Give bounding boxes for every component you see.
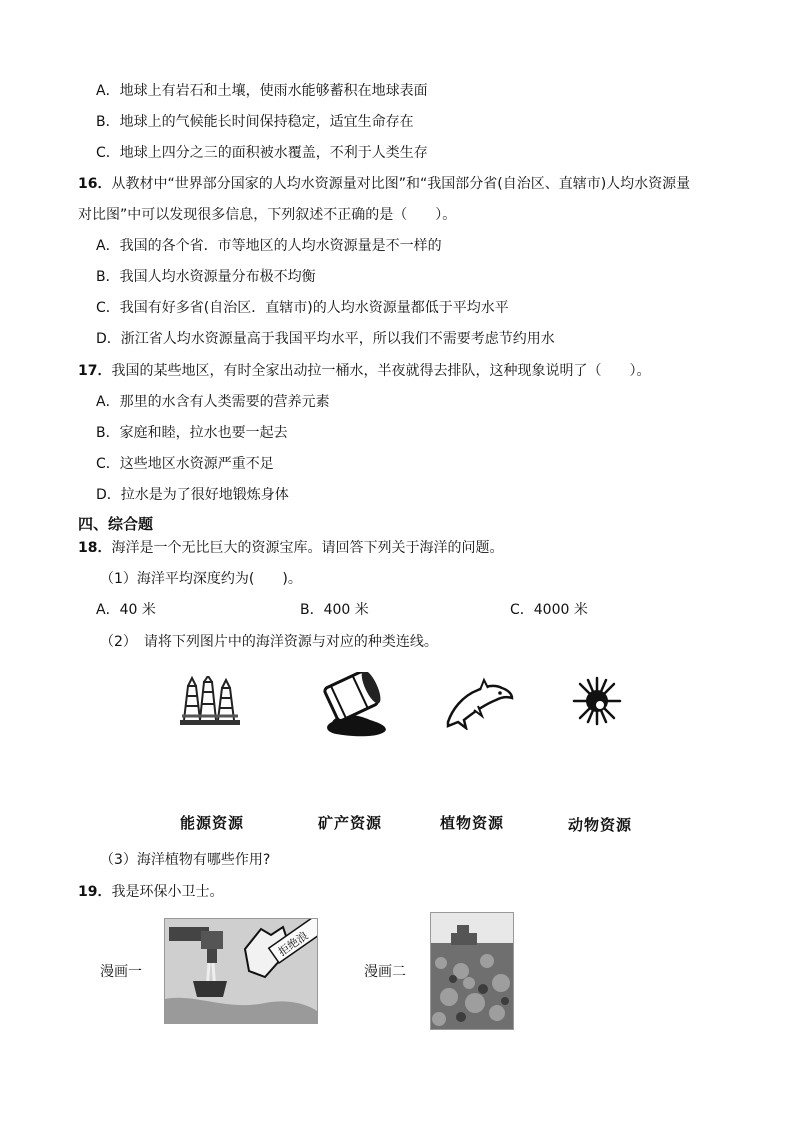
q17-text: 我国的某些地区，有时全家出动拉一桶水，半夜就得去排队，这种现象说明了（ ）。 [111, 363, 651, 379]
cartoon2-image [430, 912, 514, 1030]
q18-sub1: （1）海洋平均深度约为( )。 [100, 571, 302, 587]
q15-option-a: A．地球上有岩石和土壤，使雨水能够蓄积在地球表面 [96, 83, 428, 99]
q16-option-c: C．我国有好多省(自治区．直辖市)的人均水资源量都低于平均水平 [96, 300, 509, 316]
q18-sub3: （3）海洋植物有哪些作用? [100, 852, 271, 868]
label-plant-resource: 植物资源 [440, 814, 505, 832]
label-animal-resource: 动物资源 [568, 816, 633, 834]
section-title: 四、综合题 [78, 515, 154, 533]
q16-text-1: 从教材中“世界部分国家的人均水资源量对比图”和“我国部分省(自治区、直辖市)人均水资源量 [111, 176, 691, 192]
q17-option-b: B．家庭和睦，拉水也要一起去 [96, 425, 288, 441]
q17-number: 17． [78, 363, 112, 379]
label-mineral-resource: 矿产资源 [318, 814, 383, 832]
q18-sub1-option-c: C．4000 米 [510, 602, 588, 618]
q18-sub1-option-a: A．40 米 [96, 602, 156, 618]
q19-number: 19． [78, 884, 112, 900]
q16-option-b: B．我国人均水资源量分布极不均衡 [96, 269, 316, 285]
q16-number: 16． [78, 176, 112, 192]
cartoon1-label: 漫画一 [100, 964, 142, 980]
cartoon1-image [164, 918, 318, 1024]
q18-text: 海洋是一个无比巨大的资源宝库。请回答下列关于海洋的问题。 [111, 540, 504, 556]
cartoon2-label: 漫画二 [364, 964, 406, 980]
q16-option-d: D．浙江省人均水资源量高于我国平均水平，所以我们不需要考虑节约用水 [96, 331, 555, 347]
oil-barrel-spill-icon [318, 672, 394, 738]
q16-stem-line1 [78, 174, 690, 194]
label-energy-resource: 能源资源 [180, 814, 245, 832]
q17-option-c: C．这些地区水资源严重不足 [96, 456, 274, 472]
q17-stem [78, 361, 650, 381]
q19-text: 我是环保小卫士。 [111, 884, 224, 900]
dolphin-icon [442, 676, 514, 730]
svg-text:拒绝浪: 拒绝浪 [275, 929, 311, 959]
q16-stem-line2: 对比图”中可以发现很多信息，下列叙述不正确的是（ ）。 [78, 207, 457, 223]
q15-option-b: B．地球上的气候能长时间保持稳定，适宜生命存在 [96, 114, 414, 130]
q16-option-a: A．我国的各个省．市等地区的人均水资源量是不一样的 [96, 238, 442, 254]
q18-sub1-option-b: B．400 米 [300, 602, 369, 618]
oil-platform-icon [178, 676, 242, 728]
q17-option-d: D．拉水是为了很好地锻炼身体 [96, 487, 289, 503]
q19-stem [78, 882, 223, 902]
q17-option-a: A．那里的水含有人类需要的营养元素 [96, 394, 330, 410]
q15-option-c: C．地球上四分之三的面积被水覆盖，不利于人类生存 [96, 145, 428, 161]
q18-number: 18． [78, 540, 112, 556]
q18-stem [78, 538, 503, 558]
q18-sub2: （2） 请将下列图片中的海洋资源与对应的种类连线。 [100, 634, 438, 650]
sea-urchin-icon [570, 676, 624, 726]
